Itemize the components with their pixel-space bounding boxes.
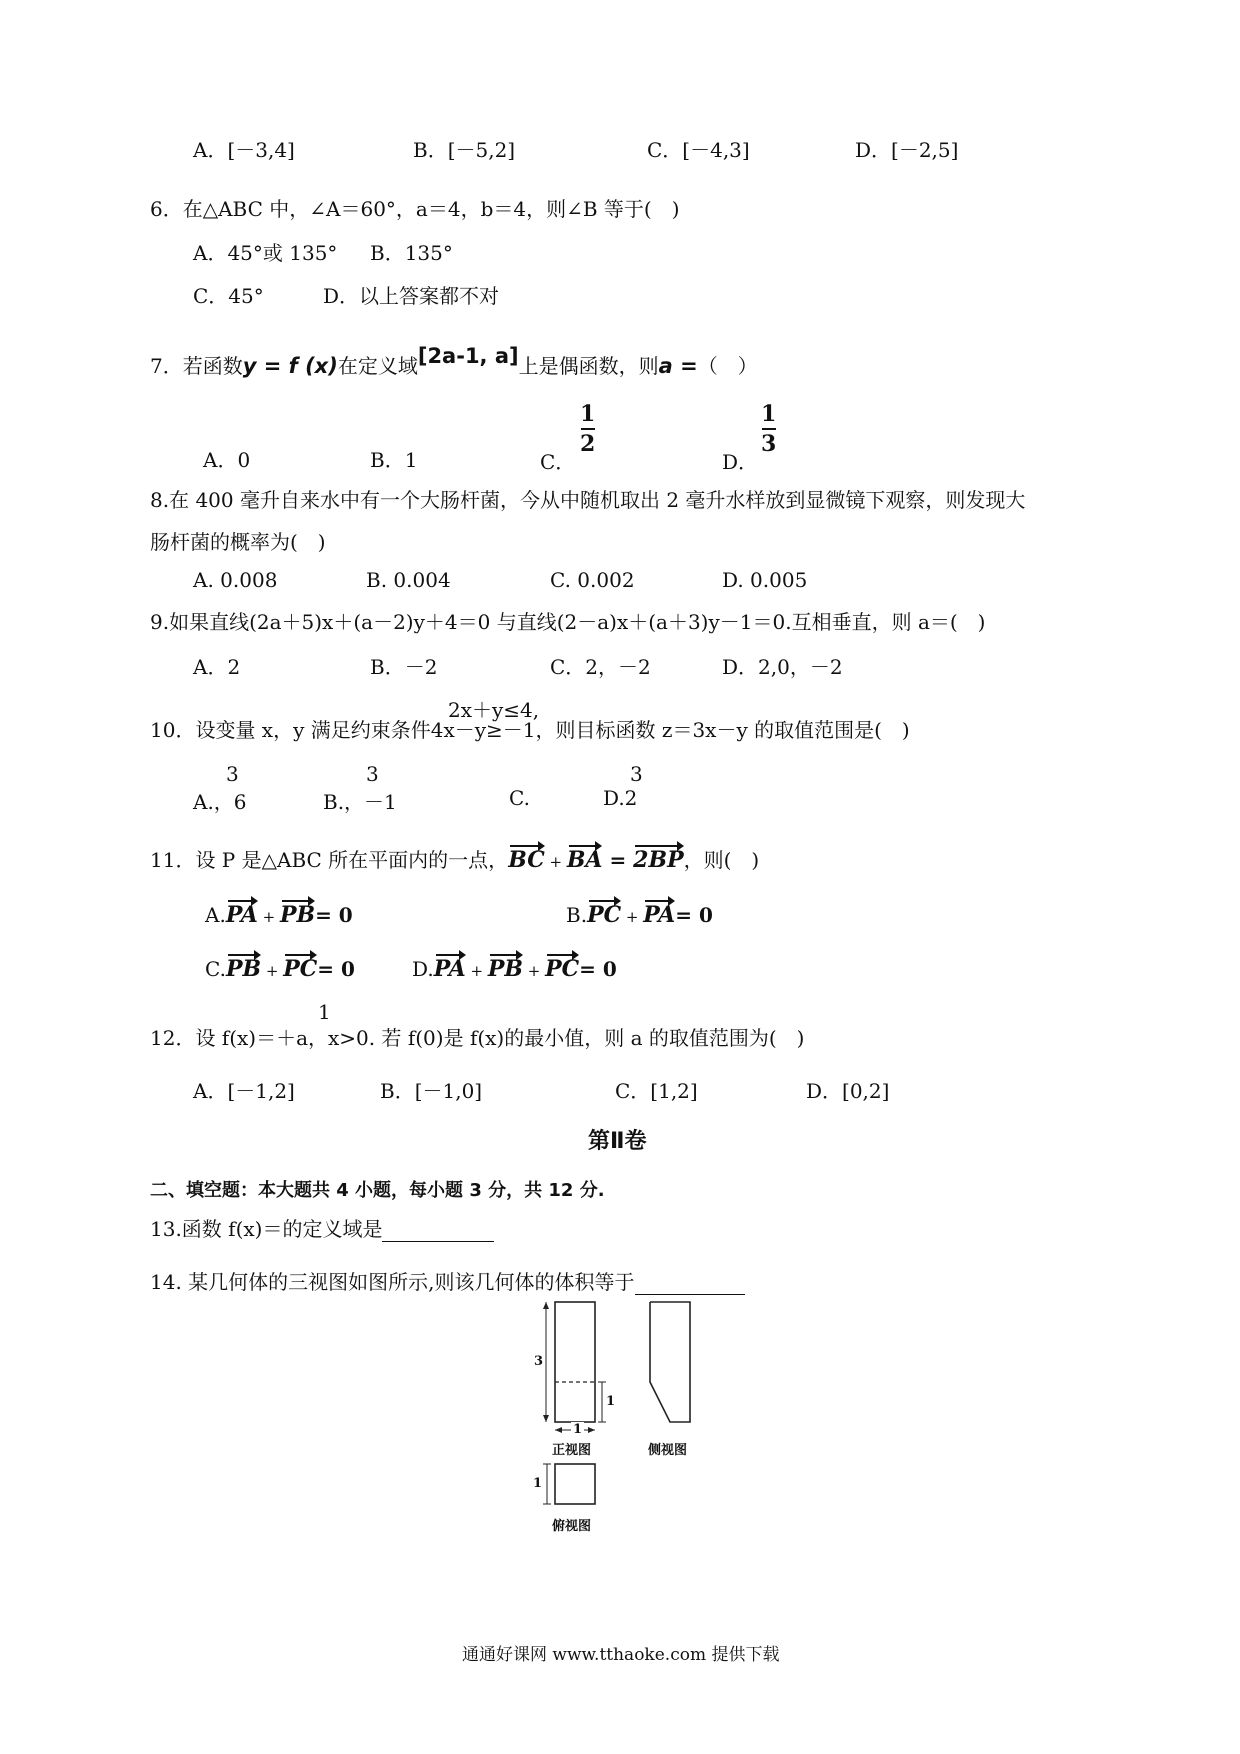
front-view-inner-label: 1 — [606, 1394, 616, 1409]
q10-constraint-top: 2x＋y≤4, — [448, 698, 540, 722]
q10-stem-pre: 10．设变量 x，y 满足约束条件 — [150, 718, 431, 742]
q11-d-rhs: = 0 — [579, 957, 617, 981]
q11-vec-2bp: 2BP — [633, 843, 683, 873]
q7-stem-mid: 在定义域 — [337, 354, 418, 378]
q11-option-a: A.PA + PB= 0 — [205, 898, 353, 928]
q11-option-b-label: B. — [566, 903, 588, 927]
q11-b-vec2: PA — [643, 898, 675, 928]
q11-stem-post: ，则( ) — [683, 848, 760, 872]
q7-frac-c-num: 1 — [580, 401, 596, 427]
q7-stem-pre: 7．若函数 — [150, 354, 243, 378]
q11-stem: 11．设 P 是△ABC 所在平面内的一点，BC + BA = 2BP，则( ) — [150, 843, 759, 873]
q8-option-b: B. 0.004 — [366, 568, 451, 592]
q14-answer-blank[interactable] — [635, 1276, 745, 1295]
q7-fraction-c — [580, 402, 595, 455]
q13-stem-text: 13.函数 f(x)＝的定义域是 — [150, 1217, 383, 1241]
q6-option-c: C．45° — [193, 284, 264, 308]
q7-stem-end: （ ） — [697, 354, 758, 378]
q11-d-vec2: PB — [488, 952, 523, 982]
q6-option-d: D．以上答案都不对 — [323, 284, 500, 308]
q9-option-c: C．2，－2 — [550, 655, 651, 679]
q11-a-rhs: = 0 — [315, 903, 353, 927]
q9-option-a: A．2 — [193, 655, 241, 679]
q11-option-c-label: C. — [205, 957, 226, 981]
three-view-figure — [530, 1296, 730, 1546]
q5-option-d: D．[－2,5] — [855, 138, 959, 162]
q11-c-rhs: = 0 — [317, 957, 355, 981]
q8-stem-line1: 8.在 400 毫升自来水中有一个大肠杆菌，今从中随机取出 2 毫升水样放到显微镜下观察，则发现大 — [150, 488, 1026, 512]
front-view — [543, 1302, 606, 1433]
q11-stem-pre: 11．设 P 是△ABC 所在平面内的一点， — [150, 848, 509, 872]
q11-c-vec2: PC — [283, 952, 317, 982]
q13-stem — [150, 1213, 494, 1242]
q11-option-d-label: D. — [412, 957, 434, 981]
q7-option-d: D． — [722, 450, 759, 474]
q10-sup-b: 3 — [366, 762, 379, 786]
q8-option-c: C. 0.002 — [550, 568, 635, 592]
q7-frac-d-num: 1 — [761, 401, 777, 427]
q5-option-c: C．[－4,3] — [647, 138, 750, 162]
q7-option-c: C． — [540, 450, 576, 474]
q11-vec-bc: BC — [508, 843, 545, 873]
q10-option-d: D.2 — [603, 786, 638, 810]
q12-option-d: D．[0,2] — [806, 1079, 890, 1103]
front-view-height-label: 3 — [534, 1354, 544, 1369]
q10-stem-post: ，则目标函数 z＝3x－y 的取值范围是( ) — [535, 718, 910, 742]
q13-answer-blank[interactable] — [382, 1223, 494, 1242]
q11-d-vec1: PA — [434, 952, 466, 982]
q11-a-vec1: PA — [226, 898, 258, 928]
q10-constraint-inline: 4x－y≥－1 — [430, 718, 536, 742]
q8-stem-line2: 肠杆菌的概率为( ) — [150, 530, 326, 554]
q7-function-formula: y = f (x) — [242, 354, 338, 378]
top-view-depth-label: 1 — [533, 1476, 543, 1491]
q7-stem-post: 上是偶函数，则 — [518, 354, 659, 378]
q11-vec-ba: BA — [567, 843, 603, 873]
q10-sup-d: 3 — [630, 762, 643, 786]
q6-option-b: B．135° — [370, 241, 453, 265]
q8-option-d: D. 0.005 — [722, 568, 808, 592]
q12-option-b: B．[－1,0] — [380, 1079, 483, 1103]
q10-option-c: C. — [509, 786, 530, 810]
q12-stem: 12．设 f(x)＝＋a，x>0. 若 f(0)是 f(x)的最小值，则 a 的取值范围为( ) — [150, 1026, 805, 1050]
page-footer: 通通好课网 www.tthaoke.com 提供下载 — [462, 1645, 780, 1665]
q12-sup: 1 — [318, 1000, 331, 1024]
q11-option-d: D.PA + PB + PC= 0 — [412, 952, 617, 982]
q14-stem-text: 14. 某几何体的三视图如图所示,则该几何体的体积等于 — [150, 1270, 635, 1294]
q9-stem: 9.如果直线(2a＋5)x＋(a－2)y＋4＝0 与直线(2－a)x＋(a＋3)y－1＝0.互相垂直，则 a＝( ) — [150, 610, 986, 634]
q10-option-a: A.，6 — [193, 790, 247, 814]
q11-option-c: C.PB + PC= 0 — [205, 952, 355, 982]
top-view-label: 俯视图 — [552, 1519, 592, 1534]
section-title: 第Ⅱ卷 — [588, 1129, 647, 1154]
q11-option-b: B.PC + PA= 0 — [566, 898, 713, 928]
q5-option-b: B．[－5,2] — [413, 138, 516, 162]
q7-option-b: B．1 — [370, 448, 418, 472]
q11-c-vec1: PB — [226, 952, 261, 982]
q9-option-d: D．2,0，－2 — [722, 655, 843, 679]
q11-d-vec3: PC — [545, 952, 579, 982]
q11-b-rhs: = 0 — [675, 903, 713, 927]
q8-option-a: A. 0.008 — [193, 568, 278, 592]
front-view-label: 正视图 — [552, 1443, 592, 1458]
q5-option-a: A．[－3,4] — [193, 138, 295, 162]
three-view-svg — [530, 1296, 730, 1546]
q7-domain-formula: [2a-1, a] — [417, 344, 519, 368]
q10-sup-a: 3 — [226, 762, 239, 786]
section-heading: 二、填空题：本大题共 4 小题，每小题 3 分，共 12 分. — [150, 1180, 605, 1201]
q7-option-a: A．0 — [203, 448, 251, 472]
q10-stem — [150, 714, 910, 743]
q11-b-vec1: PC — [587, 898, 621, 928]
q12-option-a: A．[－1,2] — [193, 1079, 295, 1103]
q7-stem — [150, 344, 758, 379]
q11-a-vec2: PB — [280, 898, 315, 928]
top-view — [543, 1464, 595, 1504]
q6-option-a: A．45°或 135° — [193, 241, 338, 265]
q7-frac-d-den: 3 — [761, 431, 777, 457]
q9-option-b: B．－2 — [370, 655, 438, 679]
side-view-label: 侧视图 — [648, 1443, 688, 1458]
q7-fraction-d — [761, 402, 776, 455]
side-view — [650, 1302, 690, 1422]
q10-option-b: B.，－1 — [323, 790, 397, 814]
q11-option-a-label: A. — [205, 903, 226, 927]
q12-option-c: C．[1,2] — [615, 1079, 698, 1103]
q14-stem — [150, 1266, 745, 1295]
q7-a-formula: a = — [658, 354, 698, 378]
front-view-width-label: 1 — [573, 1422, 583, 1437]
q6-stem: 6．在△ABC 中，∠A＝60°，a＝4，b＝4，则∠B 等于( ) — [150, 197, 680, 221]
q7-frac-c-den: 2 — [580, 431, 596, 457]
